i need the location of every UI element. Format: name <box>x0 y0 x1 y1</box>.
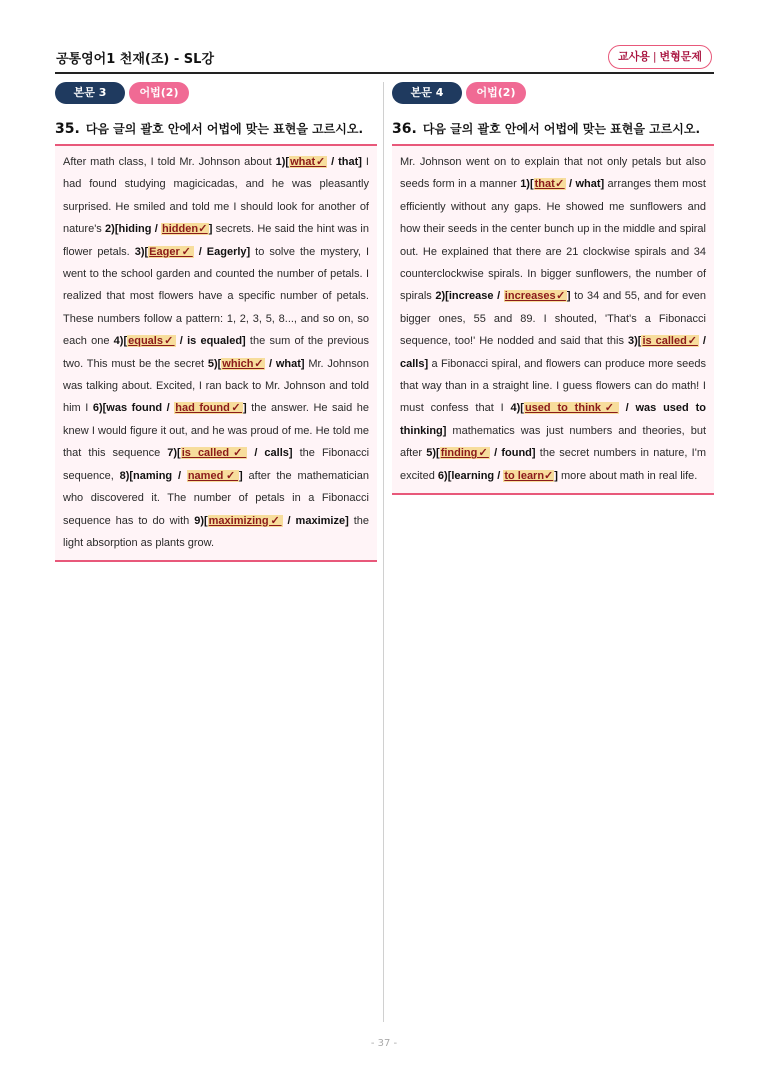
passage-text: the secret numbers in nature, I'm excited <box>400 447 706 482</box>
choice-bracket-text: / Eagerly] <box>193 245 251 258</box>
left-question-number: 35. <box>55 121 80 137</box>
choice-bracket-text: ] <box>554 469 558 482</box>
choice-bracket-text: / what] <box>565 178 605 191</box>
answer-choice: is called✓ <box>642 335 698 348</box>
choice-bracket-text: / was used to thinking] <box>400 402 706 437</box>
left-passage-tag: 본문 3 <box>55 82 125 104</box>
answer-choice: that✓ <box>534 178 565 191</box>
choice-bracket-text: ] <box>566 290 571 303</box>
choice-bracket-text: / found] <box>489 447 536 460</box>
answer-choice: equals✓ <box>128 335 175 348</box>
right-question <box>392 120 714 138</box>
answer-choice: finding✓ <box>440 447 489 460</box>
choice-bracket-text: ] <box>208 223 213 236</box>
choice-bracket-text: / is equaled] <box>175 335 246 348</box>
right-question-text: 다음 글의 괄호 안에서 어법에 맞는 표현을 고르시오. <box>422 122 701 136</box>
passage-text: to solve the mystery, I went to the school garden and counted the number of petals. I realized that most flowers have a specific number of petals. These numbers follow a pattern: 1, 2, 3, 5, 8..., and so on, so each one <box>63 245 369 348</box>
choice-bracket-text: ] <box>243 402 247 415</box>
document-title: 공통영어1 천재(조) - SL강 <box>56 52 215 67</box>
page-number: - 37 - <box>370 1038 398 1049</box>
passage-text: a Fibonacci spiral, and flowers can produce more seeds that way than in a straight line. I guess flowers can do math! I must confess that I <box>400 357 706 415</box>
choice-bracket-text: 7)[ <box>167 447 181 460</box>
passage-text: the Fibonacci sequence, <box>63 447 370 482</box>
right-passage-tag: 본문 4 <box>392 82 462 104</box>
choice-bracket-text: / calls] <box>400 335 706 370</box>
right-column <box>392 82 714 495</box>
answer-choice: what✓ <box>290 156 327 168</box>
left-category-tag: 어법(2) <box>129 82 189 104</box>
column-divider <box>383 82 384 1022</box>
choice-bracket-text: 1)[ <box>520 178 534 191</box>
choice-bracket-text: 6)[learning / <box>437 469 504 482</box>
choice-bracket-text: 9)[ <box>194 514 208 527</box>
choice-bracket-text: 4)[ <box>113 335 128 348</box>
choice-bracket-text: / maximize] <box>282 514 349 527</box>
choice-bracket-text: 3)[ <box>134 245 149 258</box>
answer-choice: which✓ <box>222 357 265 370</box>
choice-bracket-text: 2)[hiding / <box>105 223 162 236</box>
choice-bracket-text: 3)[ <box>628 335 642 348</box>
passage-text: secrets. He said the hint was in flower petals. <box>63 223 369 258</box>
choice-bracket-text: 8)[naming / <box>119 469 187 482</box>
choice-bracket-text: 5)[ <box>207 357 222 370</box>
answer-choice: hidden✓ <box>162 223 208 236</box>
edition-badge <box>608 45 712 69</box>
passage-text: After math class, I told Mr. Johnson about <box>63 156 276 168</box>
answer-choice: maximizing✓ <box>208 514 282 527</box>
right-category-tag: 어법(2) <box>466 82 526 104</box>
choice-bracket-text: / calls] <box>247 447 293 460</box>
passage-text: the light absorption as plants grow. <box>63 514 369 549</box>
answer-choice: to learn✓ <box>504 469 554 482</box>
passage-text: arranges them most efficiently without any gaps. He showed me sunflowers and how their seeds in the center bunch up in the middle and spiral out. He explained that there are 21 clockwise spirals and 34 counterclockwise spirals. In bigger sunflowers, the number of spirals <box>400 178 706 303</box>
passage-text: the answer. He said he knew I would figure it out, and he was proud of me. He told me that this sequence <box>63 402 369 460</box>
choice-bracket-text: 6)[was found / <box>92 402 175 415</box>
header-rule <box>55 72 714 74</box>
right-tag-row <box>392 82 714 104</box>
right-question-number: 36. <box>392 121 417 137</box>
choice-bracket-text: 4)[ <box>510 402 524 415</box>
left-passage <box>55 146 377 562</box>
answer-choice: used to think✓ <box>524 402 618 415</box>
badge-teacher-label: 교사용 <box>617 50 650 63</box>
passage-text: mathematics was just numbers and theories, but after <box>400 424 706 460</box>
badge-separator: | <box>652 50 657 63</box>
left-question <box>55 120 377 138</box>
answer-choice: had found✓ <box>175 402 243 415</box>
left-tag-row <box>55 82 377 104</box>
answer-choice: is called✓ <box>181 447 247 460</box>
left-question-text: 다음 글의 괄호 안에서 어법에 맞는 표현을 고르시오. <box>85 122 364 136</box>
passage-text: to 34 and 55, and for even bigger ones, 55 and 89. I shouted, 'That's a Fibonacci sequence, too!' He nodded and said that this <box>400 290 706 348</box>
answer-choice: Eager✓ <box>149 245 193 258</box>
passage-text: Mr. Johnson was talking about. Excited, I ran back to Mr. Johnson and told him I <box>63 357 369 415</box>
answer-choice: increases✓ <box>504 290 566 303</box>
passage-text: the sum of the previous two. This must be the secret <box>63 335 369 370</box>
answer-choice: named✓ <box>187 469 239 482</box>
left-column <box>55 82 377 562</box>
choice-bracket-text: 5)[ <box>426 447 440 460</box>
passage-text: Mr. Johnson went on to explain that not only petals but also seeds form in a manner <box>400 156 706 191</box>
choice-bracket-text: 1)[ <box>275 156 290 168</box>
passage-text: more about math in real life. <box>557 469 698 482</box>
choice-bracket-text: / what] <box>265 357 305 370</box>
choice-bracket-text: / that] <box>327 156 362 168</box>
choice-bracket-text: ] <box>239 469 243 482</box>
badge-type-label: 변형문제 <box>659 50 703 63</box>
passage-text: after the mathematician who discovered it. The number of petals in a Fibonacci sequence has to do with <box>63 469 369 527</box>
choice-bracket-text: 2)[increase / <box>435 290 504 303</box>
right-passage <box>392 146 714 495</box>
passage-text: I had found studying magicicadas, and he was pleasantly surprised. He smiled and told me I should look for another of nature's <box>63 156 369 236</box>
